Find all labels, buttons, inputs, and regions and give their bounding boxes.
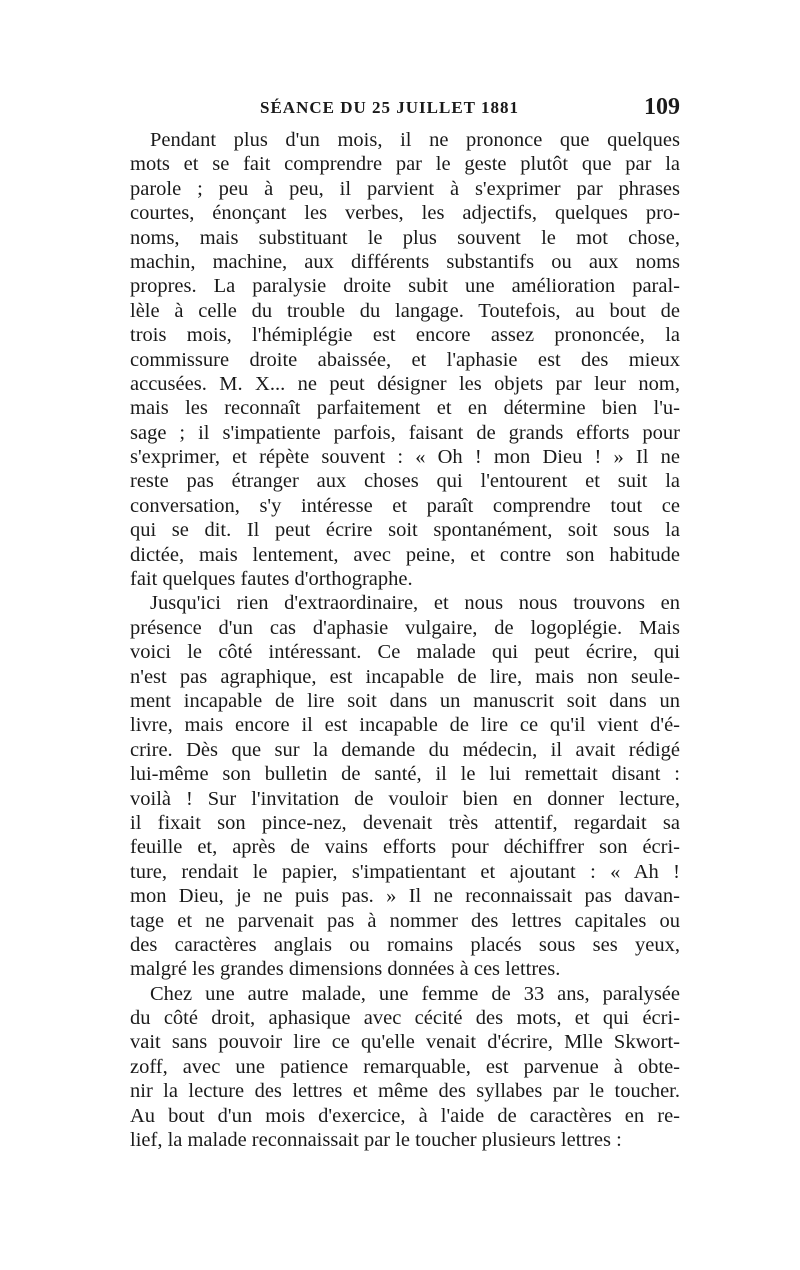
text-line: mais les reconnaît parfaitement et en détermine bien l'u- (130, 397, 680, 420)
text-line: Chez une autre malade, une femme de 33 ans, paralysée (150, 982, 680, 1005)
text-line: voilà ! Sur l'invitation de vouloir bien en donner lecture, (130, 787, 680, 810)
text-line: nir la lecture des lettres et même des syllabes par le toucher. (130, 1080, 680, 1103)
text-line: crire. Dès que sur la demande du médecin, il avait rédigé (130, 738, 680, 761)
text-line: qui se dit. Il peut écrire soit spontanément, soit sous la (130, 519, 680, 542)
text-line: mots et se fait comprendre par le geste plutôt que par la (130, 153, 680, 176)
text-line: sage ; il s'impatiente parfois, faisant de grands efforts pour (130, 421, 680, 444)
text-line: voici le côté intéressant. Ce malade qui peut écrire, qui (130, 641, 680, 664)
paragraph (130, 591, 680, 981)
text-line: conversation, s'y intéresse et paraît comprendre tout ce (130, 494, 680, 517)
text-line: noms, mais substituant le plus souvent le mot chose, (130, 226, 680, 249)
text-line: livre, mais encore il est incapable de lire ce qu'il vient d'é- (130, 714, 680, 737)
page-number: 109 (644, 94, 680, 120)
paragraph (130, 128, 680, 591)
text-line: Au bout d'un mois d'exercice, à l'aide de caractères en re- (130, 1104, 680, 1127)
paragraph (130, 982, 680, 1153)
page-header (130, 94, 680, 122)
text-line: lui-même son bulletin de santé, il le lui remettait disant : (130, 763, 680, 786)
text-line: propres. La paralysie droite subit une amélioration paral- (130, 275, 680, 298)
text-line: dictée, mais lentement, avec peine, et contre son habitude (130, 543, 680, 566)
text-line: ment incapable de lire soit dans un manuscrit soit dans un (130, 689, 680, 712)
text-line: mon Dieu, je ne puis pas. » Il ne reconnaissait pas davan- (130, 885, 680, 908)
text-line: fait quelques fautes d'orthographe. (130, 568, 413, 591)
text-line: accusées. M. X... ne peut désigner les objets par leur nom, (130, 372, 680, 395)
text-line: ture, rendait le papier, s'impatientant et ajoutant : « Ah ! (130, 860, 680, 883)
text-line: commissure droite abaissée, et l'aphasie est des mieux (130, 348, 680, 371)
text-line: parole ; peu à peu, il parvient à s'exprimer par phrases (130, 177, 680, 200)
text-line: feuille et, après de vains efforts pour déchiffrer son écri- (130, 836, 680, 859)
text-line: il fixait son pince-nez, devenait très attentif, regardait sa (130, 811, 680, 834)
text-body (130, 128, 680, 1152)
text-line: du côté droit, aphasique avec cécité des mots, et qui écri- (130, 1007, 680, 1030)
text-line: présence d'un cas d'aphasie vulgaire, de logoplégie. Mais (130, 616, 680, 639)
text-line: s'exprimer, et répète souvent : « Oh ! mon Dieu ! » Il ne (130, 446, 680, 469)
text-line: vait sans pouvoir lire ce qu'elle venait d'écrire, Mlle Skwort- (130, 1031, 680, 1054)
text-line: tage et ne parvenait pas à nommer des lettres capitales ou (130, 909, 680, 932)
text-line: lèle à celle du trouble du langage. Toutefois, au bout de (130, 299, 680, 322)
text-line: machin, machine, aux différents substantifs ou aux noms (130, 250, 680, 273)
text-line: n'est pas agraphique, est incapable de lire, mais non seule- (130, 665, 680, 688)
running-title: SÉANCE DU 25 JUILLET 1881 (260, 98, 519, 117)
text-line: Jusqu'ici rien d'extraordinaire, et nous nous trouvons en (150, 592, 680, 615)
text-line: Pendant plus d'un mois, il ne prononce que quelques (150, 129, 680, 151)
text-line: courtes, énonçant les verbes, les adjectifs, quelques pro- (130, 202, 680, 225)
text-line: trois mois, l'hémiplégie est encore assez prononcée, la (130, 324, 680, 347)
text-line: reste pas étranger aux choses qui l'entourent et suit la (130, 470, 680, 493)
text-line: des caractères anglais ou romains placés sous ses yeux, (130, 933, 680, 956)
text-line: zoff, avec une patience remarquable, est parvenue à obte- (130, 1055, 680, 1078)
text-line: lief, la malade reconnaissait par le toucher plusieurs lettres : (130, 1129, 622, 1152)
text-line: malgré les grandes dimensions données à ces lettres. (130, 958, 561, 981)
